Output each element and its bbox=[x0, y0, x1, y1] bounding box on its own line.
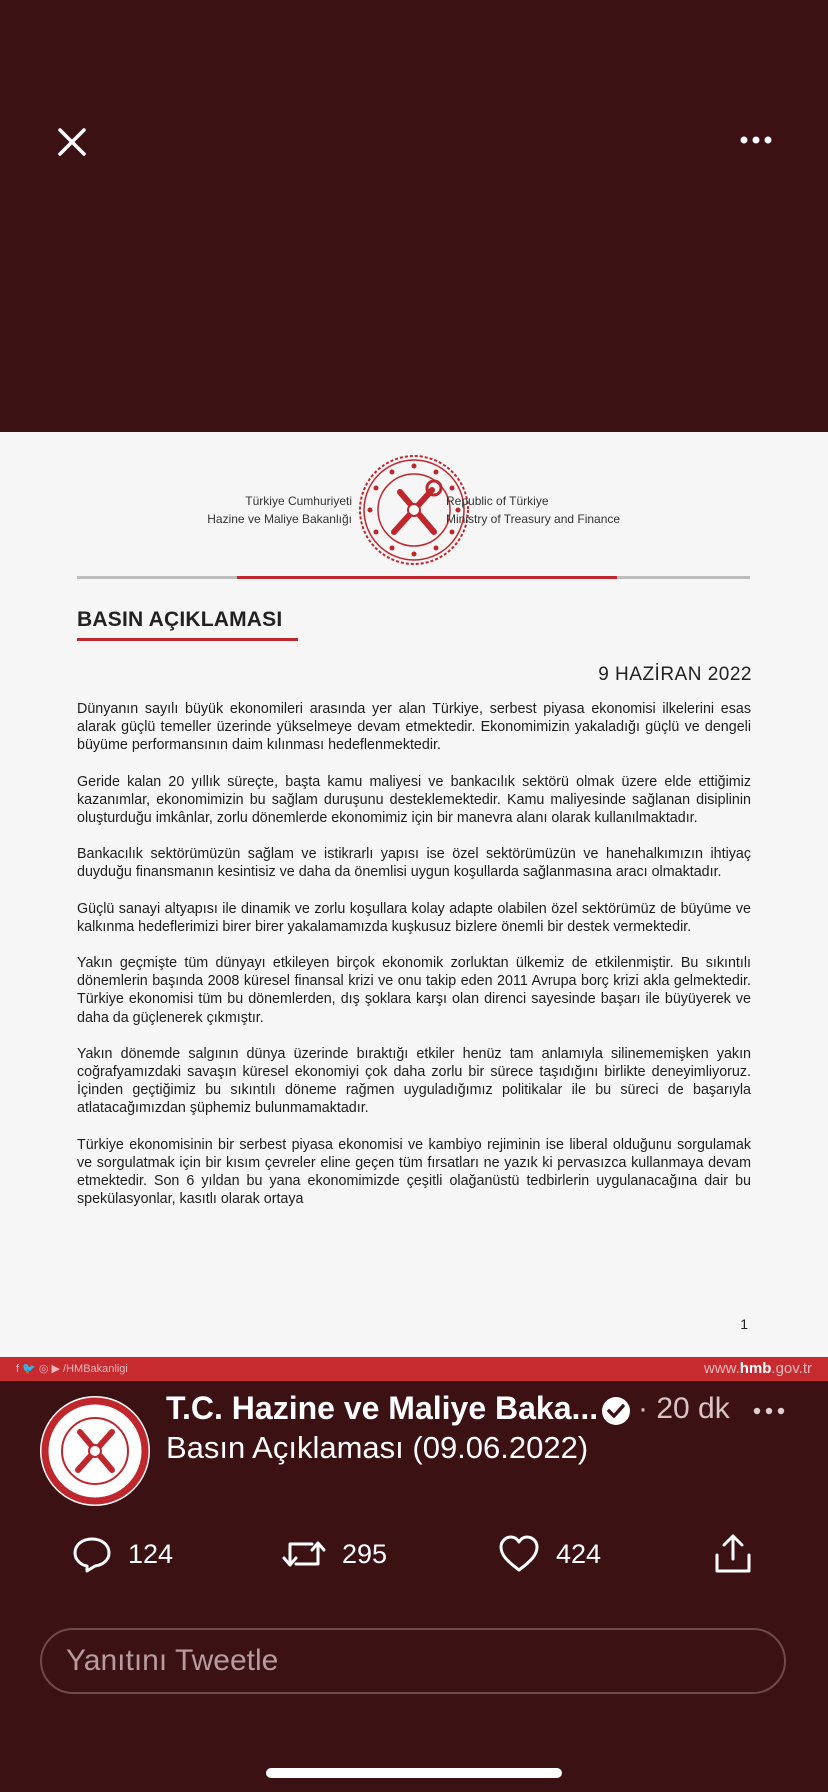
header-divider-right bbox=[617, 576, 750, 579]
header-right-line-2: Ministry of Treasury and Finance bbox=[446, 512, 621, 526]
header-left-text bbox=[207, 492, 352, 528]
share-icon bbox=[712, 1533, 754, 1575]
document-header bbox=[0, 442, 828, 552]
url-suffix: .gov.tr bbox=[771, 1360, 812, 1377]
retweet-count: 295 bbox=[342, 1538, 388, 1569]
tweet-actions bbox=[0, 1532, 828, 1582]
document-date: 9 HAZİRAN 2022 bbox=[598, 664, 752, 685]
header-left-line-2: Hazine ve Maliye Bakanlığı bbox=[207, 512, 352, 526]
reply-icon bbox=[72, 1534, 112, 1574]
paragraph: Yakın dönemde salgının dünya üzerinde bıraktığı etkiler henüz tam anlamıyla silinememişken yakın coğrafyamızdaki savaşın küresel ekonomiyi çok daha zorlu bir sürece taşıdığını birlikte deneyimliyoruz. İçinden geçtiğimiz bu sıkıntılı döneme rağmen uyguladığımız politikalar ile bu süreci de başarıyla atlatacağımızdan şüphemiz bulunmamaktadır. bbox=[77, 1045, 751, 1117]
header-right-text bbox=[446, 492, 620, 528]
header-left-line-1: Türkiye Cumhuriyeti bbox=[245, 494, 352, 508]
reply-button[interactable] bbox=[72, 1532, 173, 1576]
header-divider-left bbox=[77, 576, 237, 579]
author-name[interactable]: T.C. Hazine ve Maliye Baka... bbox=[166, 1390, 599, 1426]
paragraph: Güçlü sanayi altyapısı ile dinamik ve zorlu koşullara kolay adapte olabilen özel sektörümüz de büyüme ve kalkınma hedeflerimizi birer birer yakalamamızda kuşkusuz bizlere önemli bir destek vermektedir. bbox=[77, 900, 751, 935]
media-viewer-topbar bbox=[0, 0, 828, 432]
avatar-seal-icon bbox=[40, 1396, 150, 1506]
share-button[interactable] bbox=[712, 1532, 754, 1576]
retweet-button[interactable] bbox=[282, 1532, 387, 1576]
press-release-image[interactable] bbox=[0, 432, 828, 1358]
tweet-text: Basın Açıklaması (09.06.2022) bbox=[166, 1430, 589, 1465]
document-body bbox=[77, 700, 751, 1226]
close-icon bbox=[52, 122, 92, 162]
like-button[interactable] bbox=[498, 1532, 601, 1576]
reply-input[interactable] bbox=[40, 1628, 786, 1694]
social-handle: f 🐦 ◎ ▶ /HMBakanligi bbox=[16, 1363, 128, 1375]
website-url bbox=[704, 1360, 812, 1377]
more-options-button[interactable] bbox=[736, 126, 776, 156]
paragraph: Dünyanın sayılı büyük ekonomileri arasında yer alan Türkiye, serbest piyasa ekonomisi ilkelerini esas alarak güçlü temeller üzerinde yükselmeye devam etmektedir. Ekonomimizin yakaladığı güçlü ve dengeli büyüme performansının daim kılınması hedeflenmektedir. bbox=[77, 701, 751, 754]
avatar[interactable] bbox=[40, 1396, 150, 1506]
paragraph: Geride kalan 20 yıllık süreçte, başta kamu maliyesi ve bankacılık sektörü olmak üzere elde ettiğimiz kazanımlar, ekonomimizin bu sağlam duruşunu desteklemektedir. Kamu maliyesinde sağlanan disiplinin oluşturduğu imkânlar, zorlu dönemlerde ekonomimiz için bir manevra alanı olarak kullanılmaktadır. bbox=[77, 773, 751, 827]
home-indicator[interactable] bbox=[266, 1768, 562, 1778]
verified-icon bbox=[600, 1395, 632, 1427]
title-underline bbox=[77, 638, 298, 641]
tweet-more-button[interactable] bbox=[752, 1406, 786, 1416]
paragraph: Yakın geçmişte tüm dünyayı etkileyen birçok ekonomik zorluktan ülkemiz de etkilenmiştir. Bu sıkıntılı dönemlerin başında 2008 küresel finansal krizi ve onu takip eden 2011 Avrupa borç krizi akla gelmektedir. Türkiye ekonomisi tüm bu dönemlerden, dış şoklara karşı olan direnci sayesinde başarı ile büyüyerek ve daha da güçlenerek çıkmıştır. bbox=[77, 955, 751, 1026]
tweet bbox=[0, 1382, 828, 1792]
document-footer bbox=[0, 1357, 828, 1381]
paragraph: Bankacılık sektörümüzün sağlam ve istikrarlı yapısı ise özel sektörümüzün ve hanehalkımızın ihtiyaç duyduğu finansmanın kesintisiz ve daha da önemlisi uygun koşullarda sağlanmasına aracı olmaktadır. bbox=[77, 846, 751, 881]
header-right-line-1: Republic of Türkiye bbox=[446, 494, 549, 508]
reply-count: 124 bbox=[128, 1538, 174, 1569]
url-prefix: www. bbox=[703, 1360, 740, 1377]
document-title: BASIN AÇIKLAMASI bbox=[77, 608, 283, 631]
reply-placeholder: Yanıtını Tweetle bbox=[66, 1644, 279, 1677]
like-icon bbox=[498, 1534, 540, 1574]
like-count: 424 bbox=[556, 1538, 602, 1569]
tweet-time: · 20 dk bbox=[638, 1392, 730, 1425]
page-number: 1 bbox=[740, 1316, 748, 1332]
header-divider-center bbox=[237, 576, 617, 579]
retweet-icon bbox=[282, 1534, 326, 1574]
paragraph: Türkiye ekonomisinin bir serbest piyasa ekonomisi ve kambiyo rejiminin ise liberal olduğunu sorgulamak ve sorgulatmak için bir kısım çevreler eline geçen tüm fırsatları ne yazık ki pervasızca kullanmaya devam etmektedir. Son 6 yıldan bu yana ekonomimizde çeşitli olağanüstü tedbirlerin uygulanacağına dair bu spekülasyonlar, kasıtlı olarak ortaya bbox=[77, 1136, 751, 1208]
close-button[interactable] bbox=[52, 122, 92, 162]
more-icon bbox=[736, 126, 776, 156]
url-domain: hmb bbox=[739, 1360, 772, 1377]
